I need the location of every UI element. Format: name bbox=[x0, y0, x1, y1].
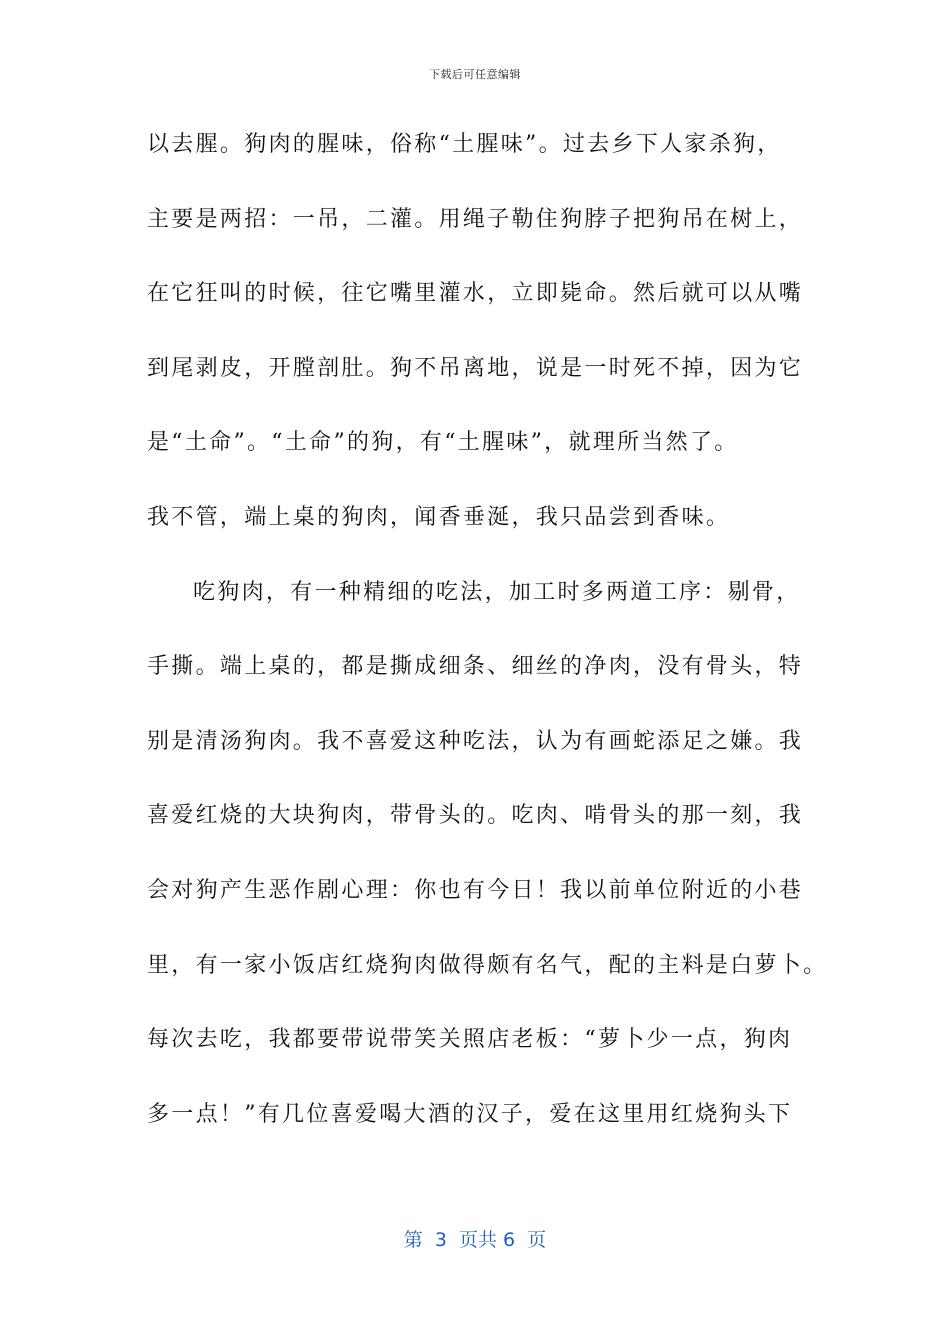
body-text bbox=[147, 123, 828, 1167]
text-line: 会对狗产生恶作剧心理：你也有今日！我以前单位附近的小巷 bbox=[147, 877, 804, 903]
page-header: 下载后可任意编辑 bbox=[429, 68, 521, 81]
text-line: 主要是两招：一吊，二灌。用绳子勒住狗脖子把狗吊在树上， bbox=[147, 206, 804, 232]
text-line: 别是清汤狗肉。我不喜爱这种吃法，认为有画蛇添足之嫌。我 bbox=[147, 728, 804, 754]
text-line: 多一点！”有几位喜爱喝大酒的汉子，爱在这里用红烧狗头下 bbox=[147, 1101, 793, 1127]
text-line: 以去腥。狗肉的腥味，俗称“土腥味”。过去乡下人家杀狗， bbox=[147, 132, 782, 157]
page-number-footer: 第 3 页共 6 页 bbox=[403, 1229, 547, 1251]
paragraph-first-line: 吃狗肉，有一种精细的吃法，加工时多两道工序：剔骨， bbox=[193, 579, 801, 605]
text-line: 里，有一家小饭店红烧狗肉做得颇有名气，配的主料是白萝卜。 bbox=[147, 952, 828, 978]
text-line: 每次去吃，我都要带说带笑关照店老板：“萝卜少一点，狗肉 bbox=[147, 1027, 793, 1053]
text-line: 我不管，端上桌的狗肉，闻香垂涎，我只品尝到香味。 bbox=[147, 504, 731, 530]
text-line: 到尾剥皮，开膛剖肚。狗不吊离地，说是一时死不掉，因为它 bbox=[147, 355, 804, 381]
text-line: 在它狂叫的时候，往它嘴里灌水，立即毙命。然后就可以从嘴 bbox=[147, 281, 804, 307]
text-line: 手撕。端上桌的，都是撕成细条、细丝的净肉，没有骨头，特 bbox=[147, 654, 804, 680]
text-line: 喜爱红烧的大块狗肉，带骨头的。吃肉、啃骨头的那一刻，我 bbox=[147, 803, 804, 829]
text-line: 是“土命”。“土命”的狗，有“土腥味”，就理所当然了。 bbox=[147, 430, 739, 456]
